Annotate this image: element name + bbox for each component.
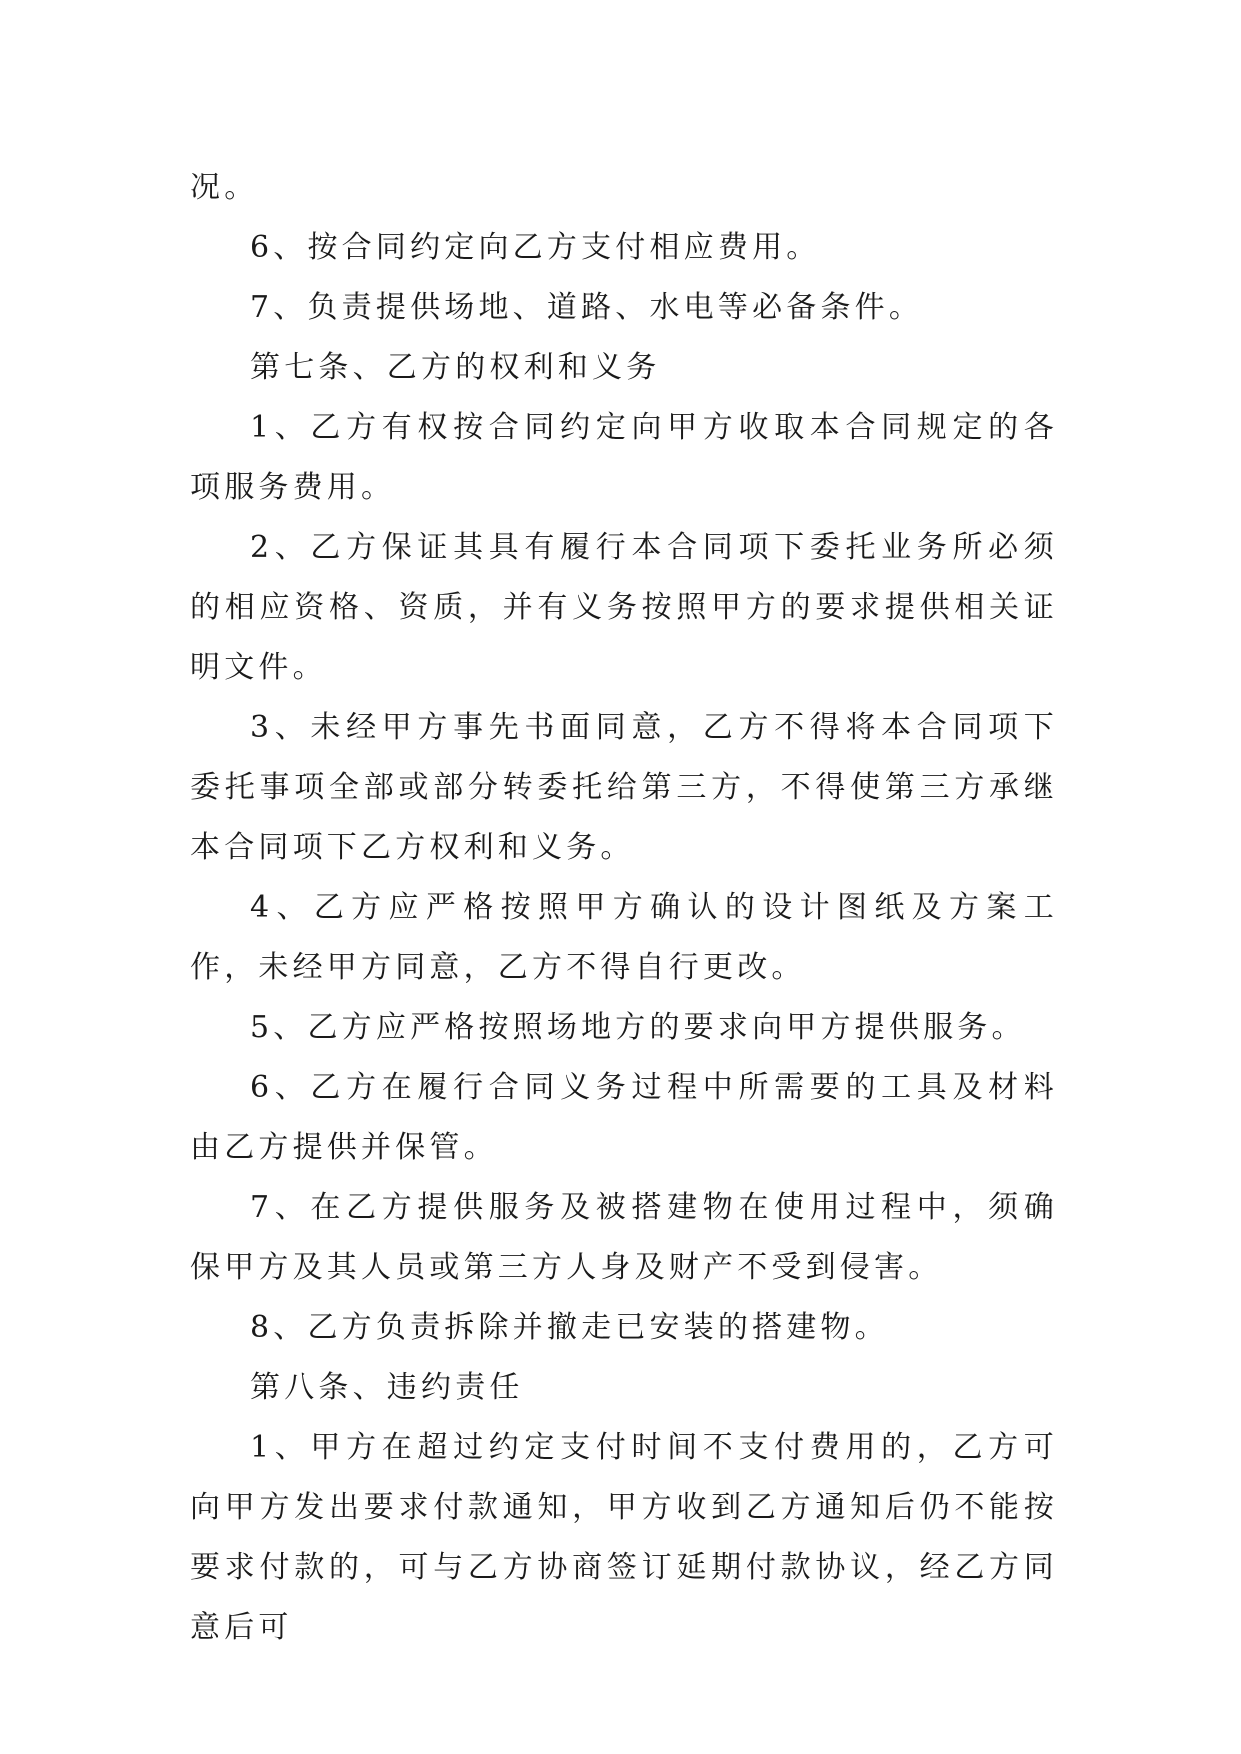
section-heading-article-8: 第八条、违约责任 [250, 1370, 524, 1405]
document-body [190, 158, 1058, 1658]
paragraph-clause-7: 7、在乙方提供服务及被搭建物在使用过程中，须确保甲方及其人员或第三方人身及财产不受到侵害。 [190, 1190, 1058, 1285]
paragraph-clause-6: 6、乙方在履行合同义务过程中所需要的工具及材料由乙方提供并保管。 [190, 1070, 1058, 1165]
paragraph-clause-8: 8、乙方负责拆除并撤走已安装的搭建物。 [250, 1310, 889, 1345]
section-heading-article-7: 第七条、乙方的权利和义务 [250, 350, 661, 385]
paragraph-continuation: 况。 [190, 170, 259, 205]
paragraph-breach-clause-1: 1、甲方在超过约定支付时间不支付费用的，乙方可向甲方发出要求付款通知，甲方收到乙方通知后仍不能按要求付款的，可与乙方协商签订延期付款协议，经乙方同意后可 [190, 1430, 1058, 1645]
paragraph-clause-1: 1、乙方有权按合同约定向甲方收取本合同规定的各项服务费用。 [190, 410, 1058, 505]
paragraph-clause-5: 5、乙方应严格按照场地方的要求向甲方提供服务。 [250, 1010, 1026, 1045]
paragraph-clause-7-party-a: 7、负责提供场地、道路、水电等必备条件。 [250, 290, 924, 325]
paragraph-clause-2: 2、乙方保证其具有履行本合同项下委托业务所必须的相应资格、资质，并有义务按照甲方的要求提供相关证明文件。 [190, 530, 1058, 685]
paragraph-clause-6-party-a: 6、按合同约定向乙方支付相应费用。 [250, 230, 821, 265]
paragraph-clause-4: 4、乙方应严格按照甲方确认的设计图纸及方案工作，未经甲方同意，乙方不得自行更改。 [190, 890, 1058, 985]
paragraph-clause-3: 3、未经甲方事先书面同意，乙方不得将本合同项下委托事项全部或部分转委托给第三方，不得使第三方承继本合同项下乙方权利和义务。 [190, 710, 1058, 865]
